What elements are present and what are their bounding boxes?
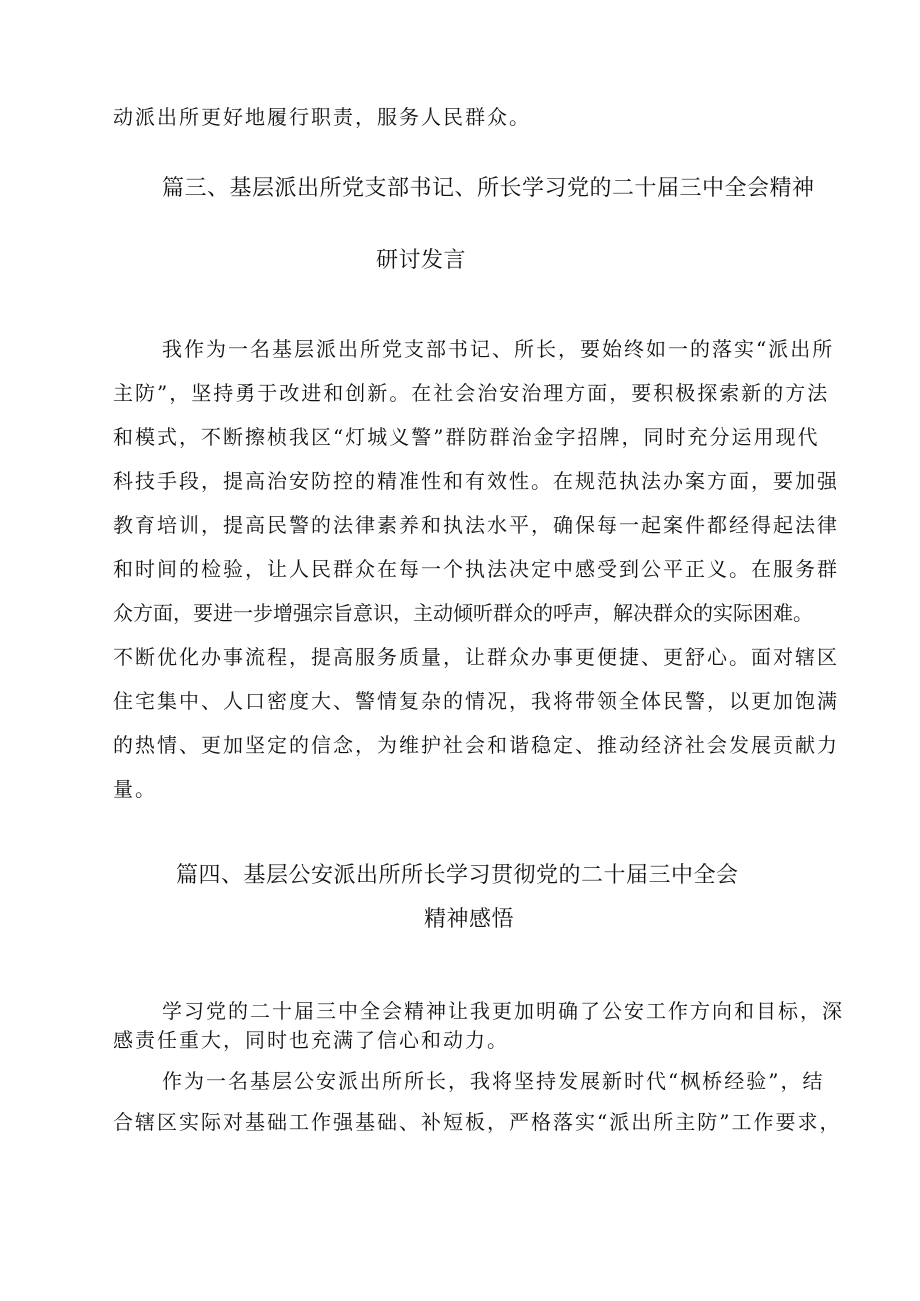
- section3-body-line: 我作为一名基层派出所党支部书记、所长，要始终如一的落实“派出所: [162, 337, 835, 361]
- section3-body-line: 众方面，要进一步增强宗旨意识，主动倾听群众的呼声，解决群众的实际困难。: [113, 601, 813, 625]
- section4-title-line1: 篇四、基层公安派出所所长学习贯彻党的二十届三中全会: [176, 863, 739, 888]
- section4-title-line2: 精神感悟: [424, 907, 515, 932]
- section3-body-line: 教育培训，提高民警的法律素养和执法水平，确保每一起案件都经得起法律: [113, 513, 839, 537]
- section4-para2-line: 合辖区实际对基础工作强基础、补短板，严格落实“派出所主防”工作要求，: [113, 1110, 842, 1134]
- section4-para1-line: 学习党的二十届三中全会精神让我更加明确了公安工作方向和目标，深: [162, 999, 844, 1023]
- section3-body-line: 和时间的检验，让人民群众在每一个执法决定中感受到公平正义。在服务群: [113, 557, 839, 581]
- section3-title-line1: 篇三、基层派出所党支部书记、所长学习党的二十届三中全会精神: [162, 176, 815, 201]
- section3-body-line: 科技手段，提高治安防控的精准性和有效性。在规范执法办案方面，要加强: [113, 469, 839, 493]
- paragraph-line-intro-tail: 动派出所更好地履行职责，服务人民群众。: [113, 105, 531, 129]
- section3-body-line: 量。: [113, 777, 157, 801]
- section3-body-line: 住宅集中、人口密度大、警情复杂的情况，我将带领全体民警，以更加饱满: [113, 689, 839, 713]
- section3-body-line: 不断优化办事流程，提高服务质量，让群众办事更便捷、更舒心。面对辖区: [113, 645, 839, 669]
- section3-body-line: 和模式，不断擦桢我区“灯城义警”群防群治金字招牌，同时充分运用现代: [113, 425, 820, 449]
- section4-para1-line: 感责任重大，同时也充满了信心和动力。: [113, 1028, 509, 1052]
- section4-para2-line: 作为一名基层公安派出所所长，我将坚持发展新时代“枫桥经验”，结: [162, 1069, 825, 1093]
- section3-title-line2: 研讨发言: [376, 248, 467, 273]
- section3-body-line: 主防”，坚持勇于改进和创新。在社会治安治理方面，要积极探索新的方法: [113, 381, 830, 405]
- section3-body-line: 的热情、更加坚定的信念，为维护社会和谐稳定、推动经济社会发展贡献力: [113, 733, 839, 757]
